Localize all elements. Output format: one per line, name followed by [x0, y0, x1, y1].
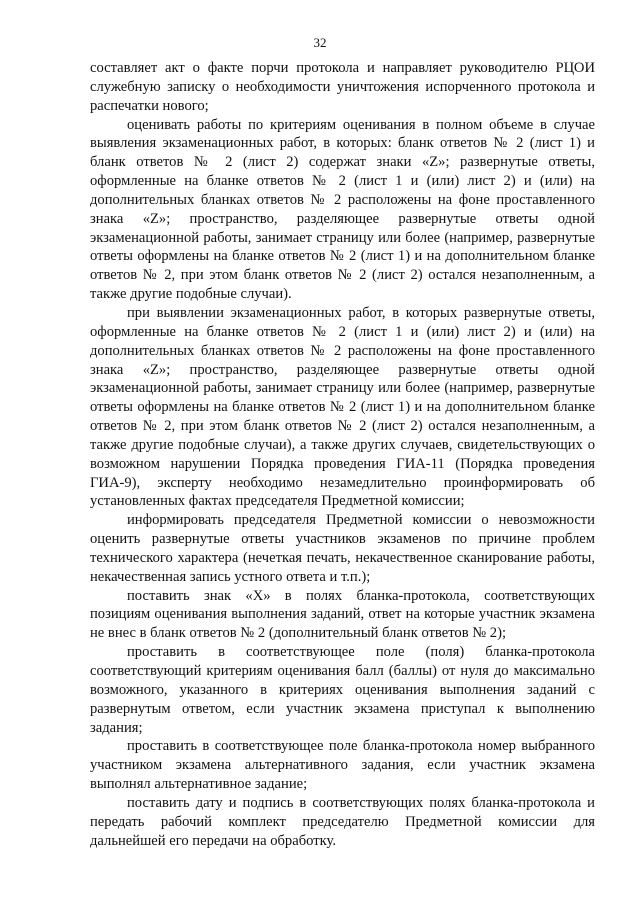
paragraph-full-evaluation: оценивать работы по критериям оценивания в полном объеме в случае выявления экзаменационных работ, в которых: бланк ответов № 2 (лист 1) и бланк ответов № 2 (лист 2) содержат знаки «Z»; развернутые ответы, оформленные на бланке ответов № 2 (лист 1 и (или) лист 2) и (или) на дополнительных бланках ответов № 2 расположены на фоне проставленного знака «Z»; пространство, разделяющее развернутые ответы одной экзаменационной работы, занимает страницу или более (например, развернутые ответы оформлены на бланке ответов № 2 (лист 1) и на дополнительном бланке ответов № 2, при этом бланк ответов № 2 (лист 2) остался незаполненным, а также другие подобные случаи). [90, 116, 595, 303]
paragraph-x-mark: поставить знак «X» в полях бланка-протокола, соответствующих позициям оценивания выполнения заданий, ответ на которые участник экзамена не внес в бланк ответов № 2 (дополнительный бланк ответов № 2); [90, 587, 595, 642]
paragraph-alternative-task: проставить в соответствующее поле бланка-протокола номер выбранного участником экзамена альтернативного задания, если участник экзамена выполнял альтернативное задание; [90, 738, 595, 793]
paragraph-technical-problems: информировать председателя Предметной комиссии о невозможности оценить развернутые ответы участников экзаменов по причине проблем технического характера (нечеткая печать, некачественное сканирование работы, некачественная запись устного ответа и т.п.); [90, 512, 595, 585]
page-number: 32 [313, 35, 327, 50]
paragraph-date-signature: поставить дату и подпись в соответствующих полях бланка-протокола и передать рабочий комплект председателю Предметной комиссии для дальнейшей его передачи на обработку. [90, 794, 595, 849]
document-body [90, 59, 595, 850]
paragraph-violation-reporting: при выявлении экзаменационных работ, в которых развернутые ответы, оформленные на бланке ответов № 2 (лист 1 и (или) лист 2) и (или) на дополнительных бланках ответов № 2 расположены на фоне проставленного знака «Z»; пространство, разделяющее развернутые ответы одной экзаменационной работы, занимает страницу или более (например, развернутые ответы оформлены на бланке ответов № 2 (лист 1) и на дополнительном бланке ответов № 2, при этом бланк ответов № 2 (лист 2) остался незаполненным, а также другие подобные случаи), а также других случаев, свидетельствующих о возможном нарушении Порядка проведения ГИА-11 (Порядка проведения ГИА-9), эксперту необходимо незамедлительно проинформировать об установленных фактах председателя Предметной комиссии; [90, 304, 595, 510]
paragraph-continuation: составляет акт о факте порчи протокола и направляет руководителю РЦОИ служебную записку о необходимости уничтожения испорченного протокола и распечатки нового; [90, 60, 595, 114]
paragraph-score-entry: проставить в соответствующее поле (поля) бланка-протокола соответствующий критериям оценивания балл (баллы) от нуля до максимально возможного, указанного в критериях оценивания выполнения заданий с развернутым ответом, если участник экзамена приступал к выполнению задания; [90, 644, 595, 736]
